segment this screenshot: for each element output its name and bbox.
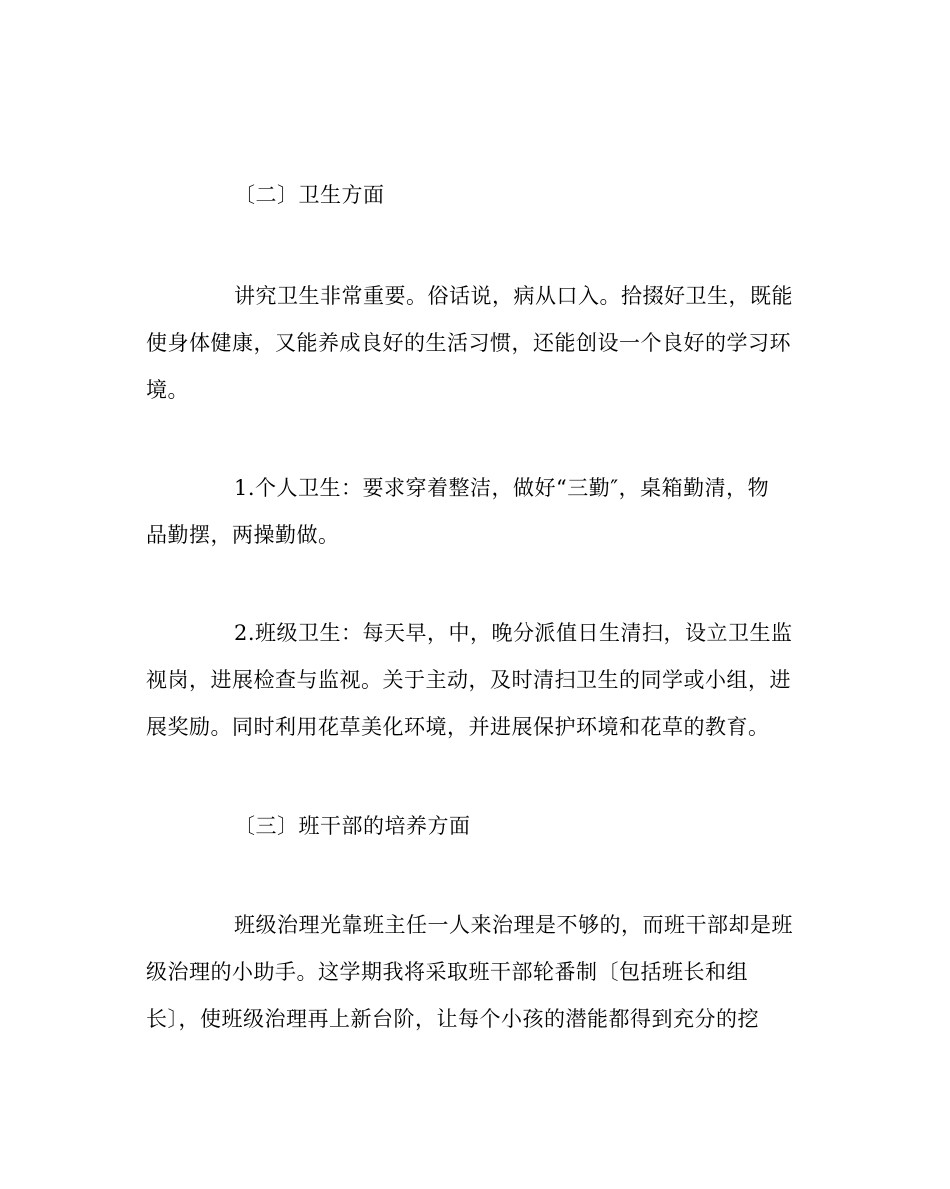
paragraph-line: 境。 (146, 378, 189, 402)
paragraph-line: 使身体健康，又能养成良好的生活习惯，还能创设一个良好的学习环 (146, 331, 791, 355)
paragraph-line: 级治理的小助手。这学期我将采取班干部轮番制〔包括班长和组 (146, 960, 748, 984)
paragraph-line: 品勤摆，两操勤做。 (146, 523, 340, 547)
paragraph-line: 讲究卫生非常重要。俗话说，病从口入。拾掇好卫生，既能 (234, 284, 793, 308)
section-heading-class-cadres: 〔三〕班干部的培养方面 (234, 814, 471, 838)
paragraph-line: 班级治理光靠班主任一人来治理是不够的，而班干部却是班 (234, 913, 793, 937)
paragraph-line: 2.班级卫生：每天早，中，晚分派值日生清扫，设立卫生监 (234, 621, 793, 645)
section-heading-hygiene: 〔二〕卫生方面 (234, 183, 385, 207)
paragraph-line: 1.个人卫生：要求穿着整洁，做好“三勤″，桌箱勤清，物 (234, 476, 770, 500)
paragraph-line: 长〕，使班级治理再上新台阶，让每个小孩的潜能都得到充分的挖 (146, 1007, 759, 1031)
paragraph-line: 展奖励。同时利用花草美化环境，并进展保护环境和花草的教育。 (146, 715, 770, 739)
paragraph-line: 视岗，进展检查与监视。关于主动，及时清扫卫生的同学或小组，进 (146, 668, 791, 692)
